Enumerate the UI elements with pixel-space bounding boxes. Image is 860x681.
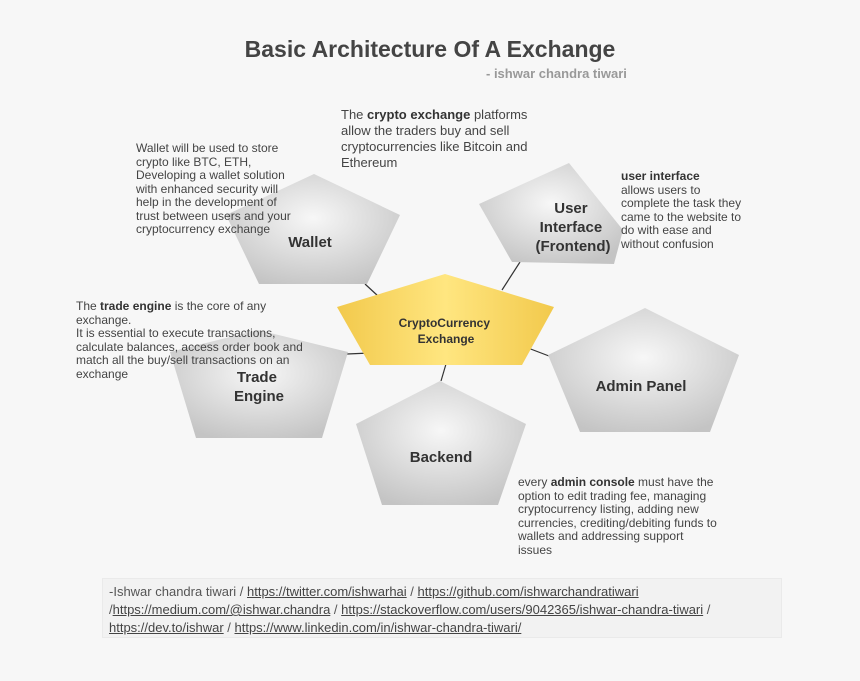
center-label-line-1: CryptoCurrency: [398, 316, 491, 330]
admin-panel-label-line-1: Admin Panel: [595, 378, 687, 395]
crypto-exchange-note-post: platforms allow the traders buy and sell cryptocurrencies like Bitcoin and Ethereum: [341, 107, 528, 170]
trade-engine-note-bold: trade engine: [100, 299, 172, 313]
user-interface-label-line-2: Interface: [539, 219, 603, 236]
trade-engine-label-line-1: Trade: [236, 369, 277, 386]
footer-links: -Ishwar chandra tiwari / https://twitter.com/ishwarhai / https://github.com/ishwarchandratiwari /https://medium.com/@ishwar.chandra / https://stackoverflow.com/users/9042365/ishwar-chandra-tiwari / https://dev.to/ishwar / https://www.linkedin.com/in/ishwar-chandra-tiwari/: [102, 578, 782, 638]
trade-engine-note-post: is the core of any exchange.: [76, 299, 267, 327]
stackoverflow-link[interactable]: https://stackoverflow.com/users/9042365/ishwar-chandra-tiwari: [341, 602, 704, 617]
backend-label-line-1: Backend: [409, 449, 473, 466]
user-interface-label-line-1: User: [554, 200, 588, 217]
trade-engine-note-line2: It is essential to execute transactions, calculate balances, access order book and match all the buy/sell transactions on an exchange: [76, 326, 303, 381]
linkedin-link[interactable]: https://www.linkedin.com/in/ishwar-chandra-tiwari/: [234, 620, 522, 635]
wallet-label-line-1: Wallet: [288, 234, 332, 251]
github-link[interactable]: https://github.com/ishwarchandratiwari: [417, 584, 639, 599]
backend-node: [356, 381, 526, 505]
footer-sep-2: /: [406, 584, 418, 599]
admin-panel-node: [548, 308, 739, 432]
admin-console-note-post: must have the option to edit trading fee, managing cryptocurrency listing, adding new currencies, crediting/debiting funds to wallets and addressing support issues: [518, 475, 717, 557]
page-title: Basic Architecture Of A Exchange: [244, 36, 616, 62]
user-interface-note: [621, 170, 743, 251]
footer-sep-1: /: [236, 584, 247, 599]
footer-sep-3: /: [330, 602, 342, 617]
trade-engine-note-pre: The: [76, 299, 101, 313]
user-interface-note-bold: user interface: [621, 169, 700, 183]
footer-author: -Ishwar chandra tiwari: [109, 584, 237, 599]
admin-console-note: [518, 476, 718, 557]
admin-console-note-bold: admin console: [550, 475, 635, 489]
twitter-link[interactable]: https://twitter.com/ishwarhai: [247, 584, 407, 599]
admin-panel-node-label: [596, 378, 687, 395]
wallet-note: [136, 142, 296, 237]
trade-engine-label-line-2: Engine: [233, 388, 285, 405]
footer-sep-4: /: [703, 602, 711, 617]
center-label-line-2: Exchange: [417, 332, 475, 346]
footer-sep-5: /: [223, 620, 235, 635]
backend-node-label: [410, 449, 473, 466]
admin-console-note-pre: every: [518, 475, 551, 489]
page-subtitle: - ishwar chandra tiwari: [486, 66, 627, 81]
crypto-exchange-note-bold: crypto exchange: [367, 107, 471, 122]
crypto-exchange-note: [341, 107, 541, 171]
connector-user-interface: [502, 262, 520, 290]
user-interface-note-post: allows users to complete the task they came to the website to do with ease and without confusion: [621, 182, 742, 251]
trade-engine-note: [76, 300, 308, 381]
user-interface-label-line-3: (Frontend): [535, 238, 611, 255]
devto-link[interactable]: https://dev.to/ishwar: [109, 620, 224, 635]
wallet-note-text: Wallet will be used to store crypto like BTC, ETH, Developing a wallet solution with enhanced security will help in the development of trust between users and your cryptocurrency exchange: [136, 141, 291, 236]
connector-admin-panel: [528, 348, 549, 356]
crypto-exchange-note-pre: The: [341, 107, 368, 122]
connector-backend: [441, 364, 446, 381]
wallet-node-label: [288, 234, 332, 251]
connector-wallet: [365, 284, 378, 296]
medium-link[interactable]: https://medium.com/@ishwar.chandra: [112, 602, 331, 617]
